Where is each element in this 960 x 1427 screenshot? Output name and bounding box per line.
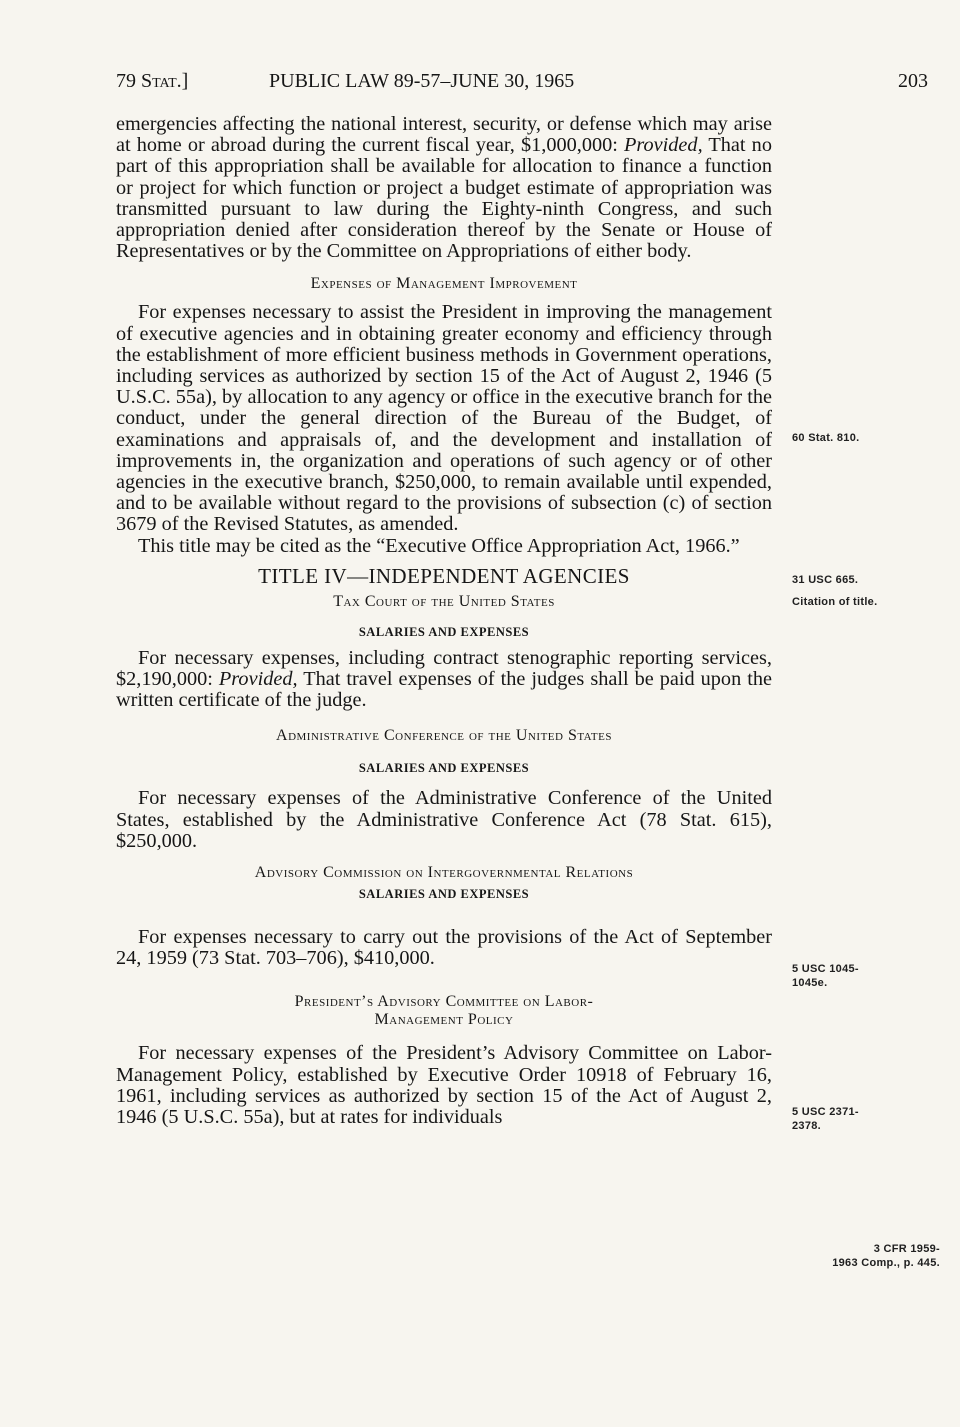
heading-salaries-expenses: SALARIES AND EXPENSES	[358, 887, 530, 902]
running-header	[116, 70, 928, 100]
heading-salaries-expenses: SALARIES AND EXPENSES	[358, 761, 530, 776]
margin-note-3-cfr: 3 CFR 1959- 1963 Comp., p. 445.	[832, 1243, 940, 1269]
page-body	[116, 114, 772, 1128]
title-iv-heading: TITLE IV—INDEPENDENT AGENCIES	[258, 563, 630, 588]
paragraph-emergencies: emergencies affecting the national interest, security, or defense which may arise at home or abroad during the current fiscal year, $1,000,000: Provided, That no part of this appropriation shall be available for allocation to finance a function or project for which function or project a budget estimate of appropriation was transmitted pursuant to law during the Eighty-ninth Congress, and such appropriation denied after consideration thereof by the Senate or House of Representatives or by the Committee on Appropriations of either body.	[116, 113, 772, 263]
heading-management-improvement: Expenses of Management Improvement	[310, 275, 578, 293]
paragraph-administrative-conference: For necessary expenses of the Administrative Conference of the United States, established by the Administrative Conference Act (78 Stat. 615), $250,000.	[116, 787, 772, 852]
heading-advisory-commission: Advisory Commission on Intergovernmental Relations	[254, 864, 634, 882]
margin-note-31-usc: 31 USC 665.	[792, 574, 859, 586]
paragraph-presidents-committee: For necessary expenses of the President’s Advisory Committee on Labor-Management Policy, established by Executive Order 10918 of February 16, 1961, including services as authorized by section 15 of the Act of August 2, 1946 (5 U.S.C. 55a), but at rates for individuals	[116, 1042, 772, 1129]
heading-salaries-expenses: SALARIES AND EXPENSES	[358, 624, 530, 639]
margin-note-5-usc-2371: 5 USC 2371- 2378.	[792, 1106, 859, 1132]
law-title: PUBLIC LAW 89-57–JUNE 30, 1965	[269, 70, 575, 92]
heading-administrative-conference: Administrative Conference of the United States	[276, 727, 612, 745]
heading-tax-court: Tax Court of the United States	[333, 592, 555, 610]
margin-note-5-usc-1045: 5 USC 1045- 1045e.	[792, 963, 859, 989]
page-number: 203	[898, 70, 928, 92]
paragraph-tax-court: For necessary expenses, including contract stenographic reporting services, $2,190,000: Provided, That travel expenses of the judges shall be paid upon the written certificate of the judge.	[116, 646, 772, 712]
paragraph-advisory-commission: For expenses necessary to carry out the provisions of the Act of September 24, 1959 (73 Stat. 703–706), $410,000.	[116, 926, 772, 970]
margin-note-60-stat: 60 Stat. 810.	[792, 432, 860, 444]
paragraph-citation: This title may be cited as the “Executive Office Appropriation Act, 1966.”	[138, 534, 740, 557]
paragraph-management: For expenses necessary to assist the President in improving the management of executive agencies and in obtaining greater economy and efficiency through the establishment of more efficient business methods in Government operations, including services as authorized by section 15 of the Act of August 2, 1946 (5 U.S.C. 55a), by allocation to any agency or office in the executive branch for the conduct, under the general direction of the Bureau of the Budget, of examinations and appraisals of, and the development and installation of improvements in, the organization and operations of such agency or of other agencies in the executive branch, $250,000, to remain available until expended, and to be available without regard to the provisions of subsection (c) of section 3679 of the Revised Statutes, as amended.	[116, 301, 772, 536]
margin-note-citation: Citation of title.	[792, 596, 878, 608]
heading-presidents-committee: President’s Advisory Committee on Labor- Management Policy	[294, 993, 594, 1029]
volume-citation: 79 Stat.]	[116, 70, 189, 92]
